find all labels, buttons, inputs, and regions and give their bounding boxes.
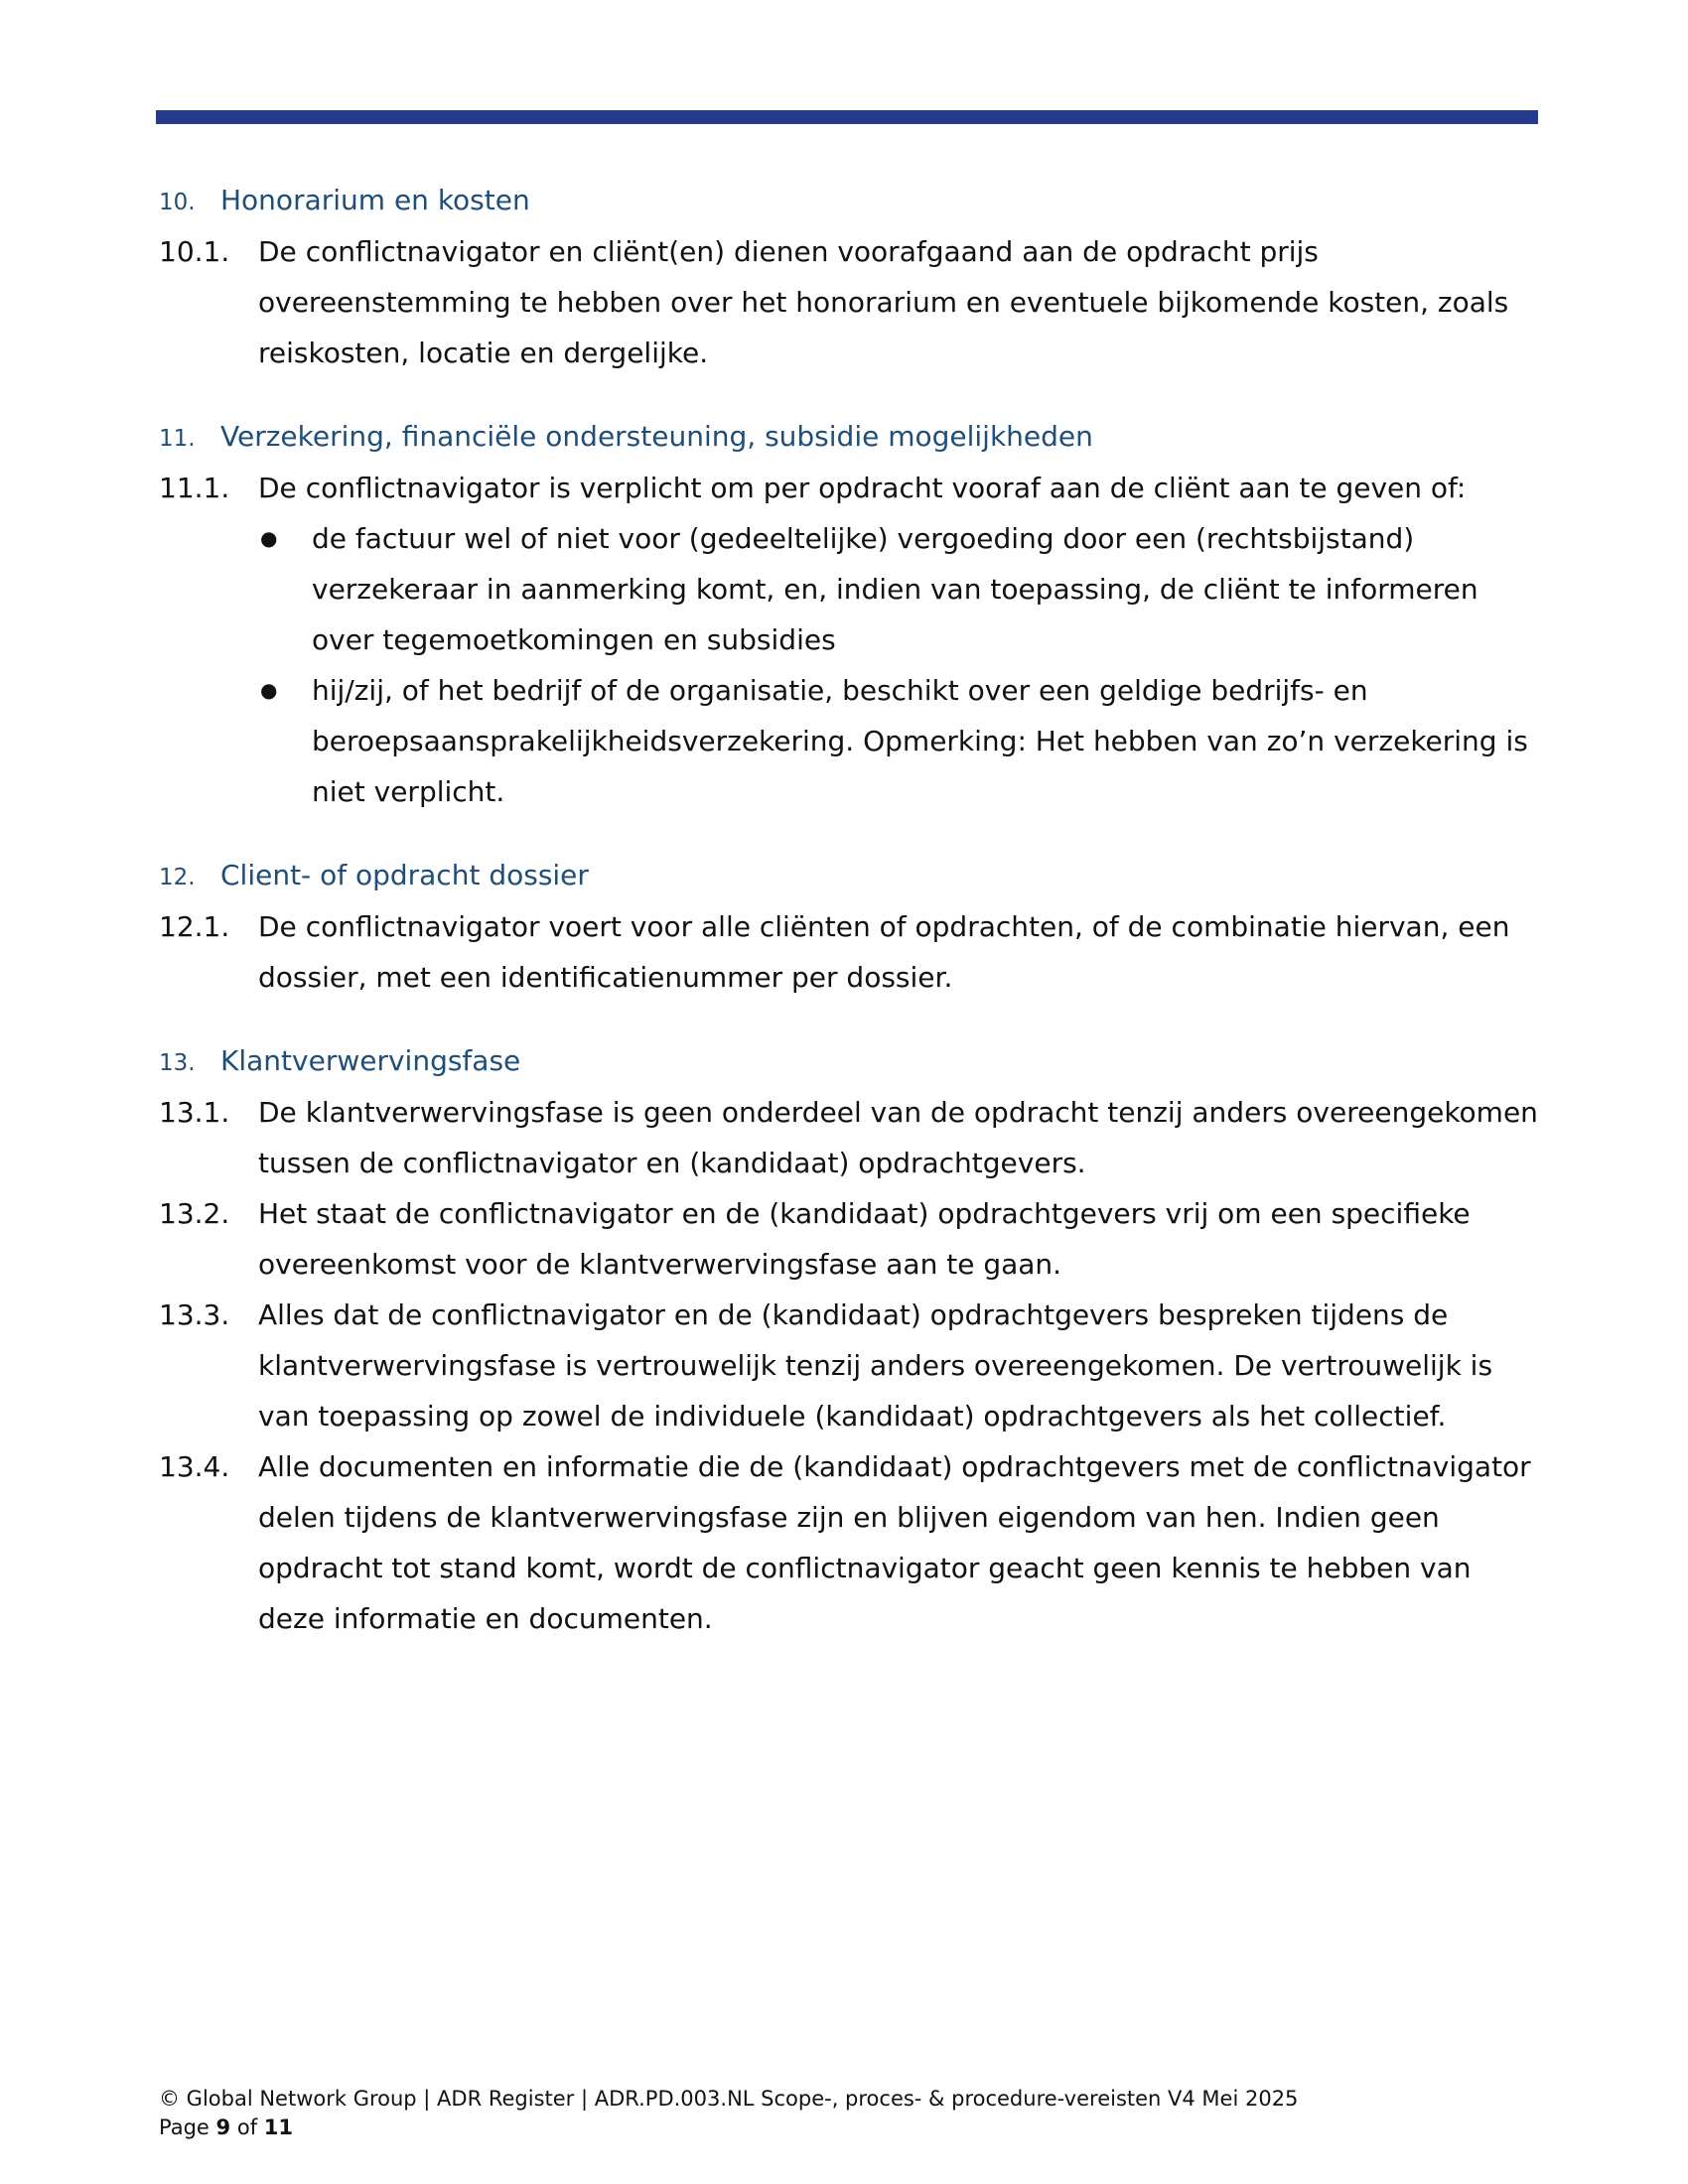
section-12 — [159, 850, 1539, 1003]
section-number: 13. — [159, 1050, 196, 1076]
document-body — [159, 175, 1539, 1677]
clause-text: De klantverwervingsfase is geen onderdeel van de opdracht tenzij anders overeengekomen tussen de conflictnavigator en (kandidaat) opdrachtgevers. — [258, 1096, 1538, 1179]
page-current: 9 — [215, 2116, 231, 2139]
page-of: of — [236, 2116, 258, 2139]
clause-text: De conflictnavigator en cliënt(en) dienen voorafgaand aan de opdracht prijs overeenstemming te hebben over het honorarium en eventuele bijkomende kosten, zoals reiskosten, locatie en dergelijke. — [258, 235, 1509, 369]
bullet-icon: ● — [260, 526, 278, 550]
section-number: 10. — [159, 190, 196, 215]
clause-13-3 — [159, 1290, 1539, 1441]
section-title: Honorarium en kosten — [220, 184, 530, 216]
clause-text: De conflictnavigator is verplicht om per opdracht vooraf aan de cliënt aan te geven of: — [258, 472, 1467, 504]
clause-number: 13.1. — [159, 1096, 230, 1129]
section-heading — [159, 850, 1539, 901]
clause-text: De conflictnavigator voert voor alle cliënten of opdrachten, of de combinatie hiervan, een dossier, met een identificatienummer per dossier. — [258, 910, 1510, 994]
clause-number: 13.4. — [159, 1450, 230, 1483]
section-13 — [159, 1035, 1539, 1644]
clause-12-1 — [159, 901, 1539, 1003]
section-heading — [159, 411, 1539, 463]
page-number — [159, 2114, 1298, 2142]
clause-number: 13.3. — [159, 1298, 230, 1331]
clause-text: Alle documenten en informatie die de (kandidaat) opdrachtgevers met de conflictnavigator delen tijdens de klantverwervingsfase zijn en blijven eigendom van hen. Indien geen opdracht tot stand komt, wordt de conflictnavigator geacht geen kennis te hebben van deze informatie en documenten. — [258, 1450, 1531, 1635]
section-heading — [159, 1035, 1539, 1087]
section-number: 12. — [159, 865, 196, 890]
header-rule — [156, 110, 1538, 124]
clause-13-1 — [159, 1087, 1539, 1188]
section-number: 11. — [159, 426, 196, 452]
clause-13-4 — [159, 1441, 1539, 1644]
bullet-list — [258, 513, 1539, 817]
clause-13-2 — [159, 1188, 1539, 1290]
section-title: Client- of opdracht dossier — [220, 859, 589, 891]
page-label: Page — [159, 2116, 210, 2139]
section-10 — [159, 175, 1539, 378]
clause-11-1 — [159, 463, 1539, 513]
footer-copyright: © Global Network Group | ADR Register | ADR.PD.003.NL Scope-, proces- & procedure-vereisten V4 Mei 2025 — [159, 2087, 1299, 2111]
clause-number: 11.1. — [159, 472, 230, 504]
clause-text: Het staat de conflictnavigator en de (kandidaat) opdrachtgevers vrij om een specifieke overeenkomst voor de klantverwervingsfase aan te gaan. — [258, 1197, 1471, 1281]
section-title: Klantverwervingsfase — [220, 1044, 521, 1077]
bullet-text: de factuur wel of niet voor (gedeeltelijke) vergoeding door een (rechtsbijstand) verzekeraar in aanmerking komt, en, indien van toepassing, de cliënt te informeren over tegemoetkomingen en subsidies — [312, 522, 1478, 656]
bullet-text: hij/zij, of het bedrijf of de organisatie, beschikt over een geldige bedrijfs- en beroepsaansprakelijkheidsverzekering. Opmerking: Het hebben van zo’n verzekering is niet verplicht. — [312, 674, 1528, 808]
clause-text: Alles dat de conflictnavigator en de (kandidaat) opdrachtgevers bespreken tijdens de klantverwervingsfase is vertrouwelijk tenzij anders overeengekomen. De vertrouwelijk is van toepassing op zowel de individuele (kandidaat) opdrachtgevers als het collectief. — [258, 1298, 1493, 1433]
clause-number: 13.2. — [159, 1197, 230, 1230]
section-11 — [159, 411, 1539, 817]
section-heading — [159, 175, 1539, 226]
list-item — [258, 513, 1539, 665]
clause-number: 10.1. — [159, 235, 230, 268]
clause-10-1 — [159, 226, 1539, 378]
clause-number: 12.1. — [159, 910, 230, 943]
bullet-icon: ● — [260, 678, 278, 702]
page-total: 11 — [263, 2116, 294, 2139]
list-item — [258, 665, 1539, 817]
section-title: Verzekering, financiële ondersteuning, subsidie mogelijkheden — [220, 420, 1093, 453]
page-footer — [159, 2085, 1298, 2142]
